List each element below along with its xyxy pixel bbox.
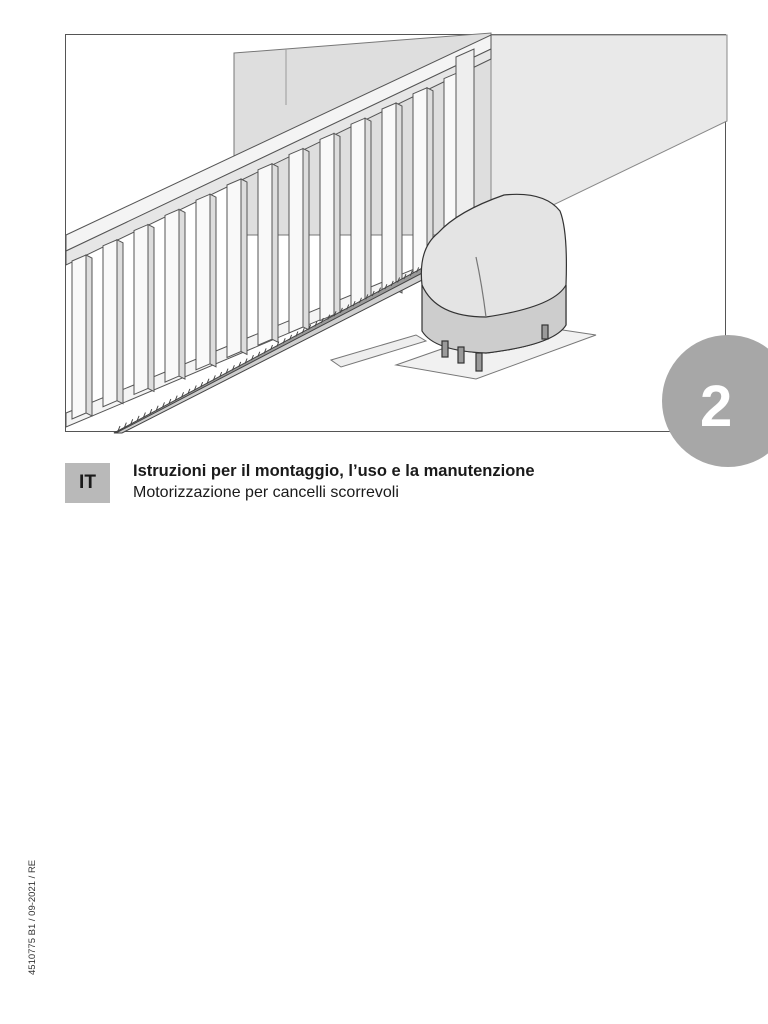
- gate-picket: [165, 209, 179, 382]
- document-code: 4510775 B1 / 09-2021 / RE: [27, 859, 38, 975]
- gate-picket: [258, 164, 272, 345]
- gate-picket: [289, 149, 303, 333]
- gate-picket: [72, 255, 86, 419]
- gate-picket: [382, 103, 396, 296]
- document-title: Istruzioni per il montaggio, l’uso e la manutenzione: [133, 462, 535, 480]
- gate-picket-side: [396, 103, 402, 293]
- gate-picket: [320, 133, 334, 320]
- gate-picket-side: [303, 149, 309, 330]
- gate-picket: [351, 118, 365, 308]
- gate-picket-side: [148, 225, 154, 392]
- gate-picket-side: [334, 133, 340, 317]
- figure-number: 2: [700, 374, 733, 439]
- gate-picket: [103, 240, 117, 407]
- gate-picket-side: [117, 240, 123, 404]
- language-badge: IT: [65, 463, 110, 503]
- gate-picket-side: [365, 118, 371, 305]
- gate-picket-side: [86, 255, 92, 416]
- gate-picket-side: [179, 209, 185, 379]
- gate-picket-side: [210, 194, 216, 367]
- gate-picket: [227, 179, 241, 358]
- gate-picket: [134, 225, 148, 395]
- document-subtitle: Motorizzazione per cancelli scorrevoli: [133, 484, 399, 501]
- figure-number-badge: [662, 335, 768, 467]
- gate-picket: [196, 194, 210, 370]
- gate-motor-illustration: [65, 34, 733, 439]
- gate-picket-side: [272, 164, 278, 342]
- gate-picket-side: [241, 179, 247, 355]
